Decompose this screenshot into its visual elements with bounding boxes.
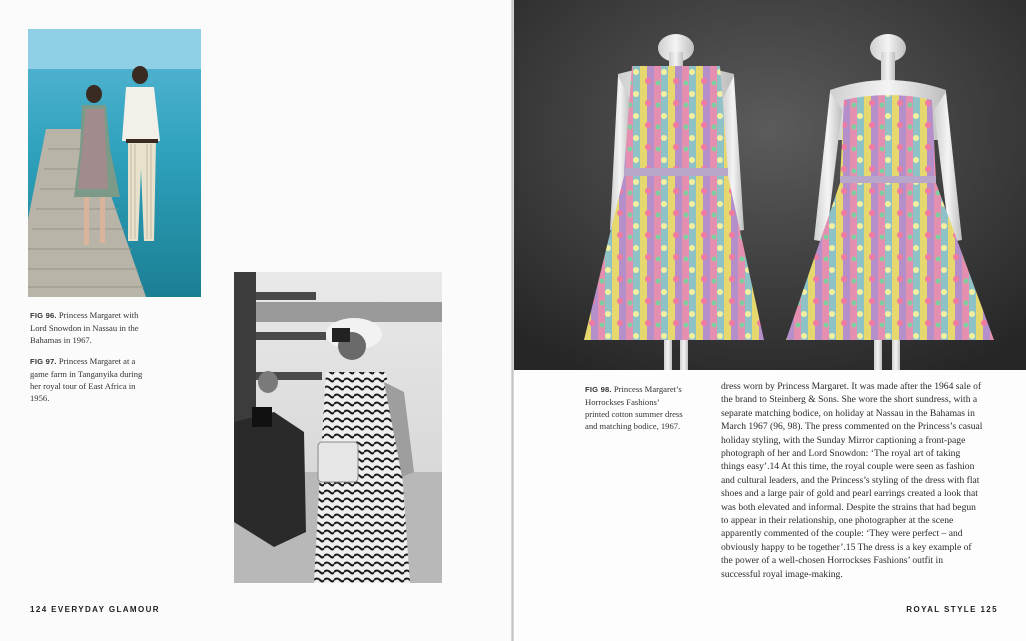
caption-fig98-text: Princess Margaret’s Horrockses Fashions’ printed cotton summer dress and matching bodice, 1967. xyxy=(585,384,683,431)
caption-fig96 xyxy=(30,309,150,346)
folio-right: ROYAL STYLE 125 xyxy=(906,605,998,614)
caption-fig98-label: FIG 98. xyxy=(585,385,612,394)
caption-fig97-text: Princess Margaret at a game farm in Tanganyika during her royal tour of East Africa in 1956. xyxy=(30,356,143,403)
body-paragraph: dress worn by Princess Margaret. It was made after the 1964 sale of the brand to Steinberg & Sons. She wore the short sundress, with a separate matching bodice, on holiday at Nassau in the Bahamas in March 1967 (96, 98). The press commented on the Princess’s casual holiday styling, with the Sunday Mirror captioning a front-page photograph of her and Lord Snowdon: ‘The royal art of taking things easy’.14 At this time, the royal couple were seen as fashion and cultural leaders, and the Princess’s styling of the dress with flat shoes and a large pair of gold and pearl earrings created a look that was both elevated and informal. Despite the strains that had begun to appear in their relationship, one photographer at the scene apparently commented of the couple: ‘They were perfect – and obviously happy to be together’.15 The dress is a key example of the power of a well-chosen Horrockses Fashions’ outfit in successful royal image-making. xyxy=(721,381,983,580)
caption-fig98 xyxy=(585,383,685,432)
caption-fig97 xyxy=(30,355,150,404)
caption-fig97-label: FIG 97. xyxy=(30,357,57,366)
caption-fig96-text: Princess Margaret with Lord Snowdon in Nassau in the Bahamas in 1967. xyxy=(30,310,139,345)
photo-horrockses-dresses xyxy=(514,0,1026,370)
caption-fig96-label: FIG 96. xyxy=(30,311,57,320)
photo-tanganyika-game-farm xyxy=(234,272,442,583)
body-text xyxy=(721,380,983,581)
caption-block-left xyxy=(30,309,150,413)
photo-nassau-jetty xyxy=(28,29,201,297)
folio-left: 124 EVERYDAY GLAMOUR xyxy=(30,605,160,614)
